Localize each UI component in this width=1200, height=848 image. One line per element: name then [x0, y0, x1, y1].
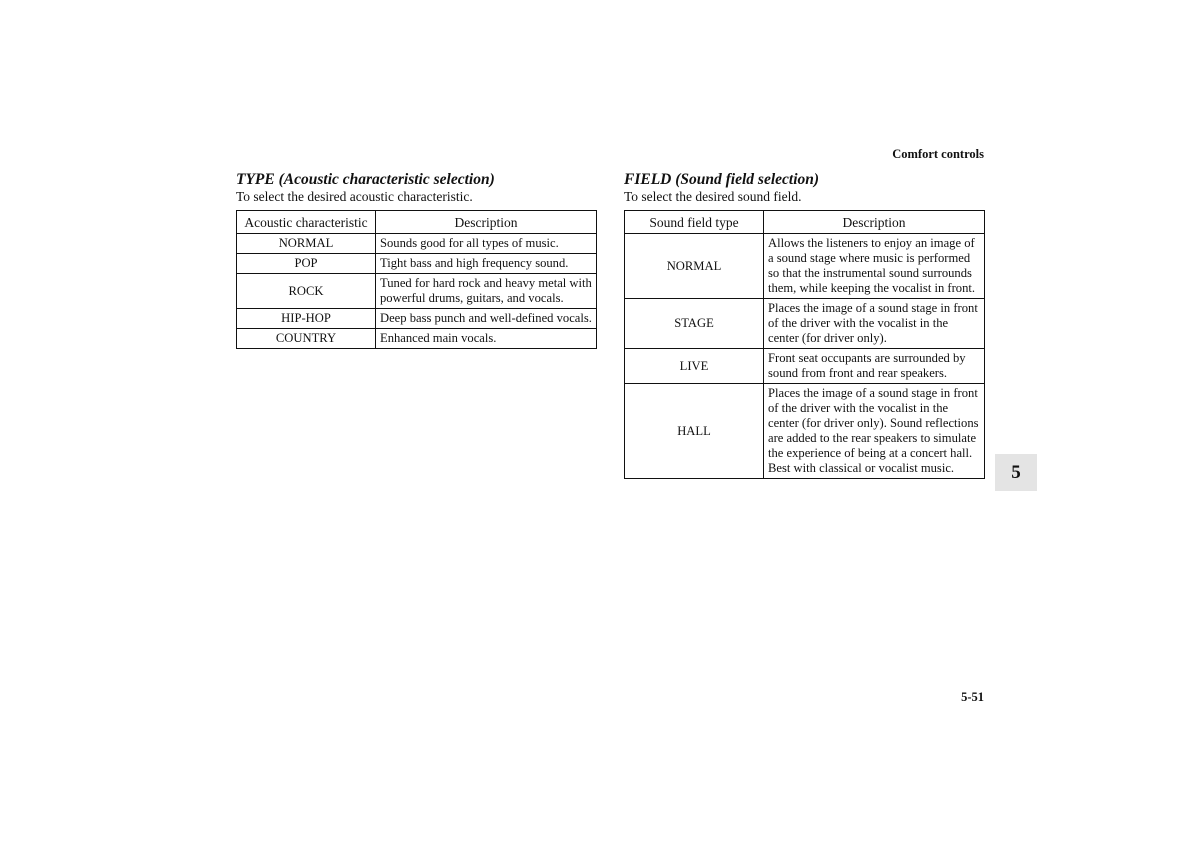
table-header-row — [237, 211, 597, 234]
table-row — [625, 384, 985, 479]
running-header: Comfort controls — [892, 147, 984, 161]
type-section-title: TYPE (Acoustic characteristic selection) — [236, 171, 495, 188]
sound-field-table — [624, 210, 985, 479]
type-section-intro: To select the desired acoustic characteristic. — [236, 189, 473, 204]
description-cell: Places the image of a sound stage in front of the driver with the vocalist in the center (for driver only). — [764, 299, 985, 349]
table-row — [237, 329, 597, 349]
field-section-title: FIELD (Sound field selection) — [624, 171, 820, 188]
chapter-number: 5 — [1011, 461, 1021, 483]
table-row — [625, 349, 985, 384]
acoustic-characteristic-table — [236, 210, 597, 349]
type-cell: POP — [237, 254, 376, 274]
table-row — [237, 309, 597, 329]
table-row — [237, 274, 597, 309]
description-cell: Allows the listeners to enjoy an image of a sound stage where music is performed so that the instrumental sound surrounds them, while keeping the vocalist in front. — [764, 234, 985, 299]
type-cell: ROCK — [237, 274, 376, 309]
description-cell: Enhanced main vocals. — [376, 329, 597, 349]
type-cell: HALL — [625, 384, 764, 479]
table-row — [237, 234, 597, 254]
type-section — [236, 171, 597, 349]
type-cell: NORMAL — [625, 234, 764, 299]
column-header: Acoustic characteristic — [237, 211, 376, 234]
column-header: Sound field type — [625, 211, 764, 234]
type-cell: LIVE — [625, 349, 764, 384]
table-row — [625, 299, 985, 349]
type-cell: NORMAL — [237, 234, 376, 254]
description-cell: Deep bass punch and well-defined vocals. — [376, 309, 597, 329]
description-cell: Places the image of a sound stage in front of the driver with the vocalist in the center (for driver only). Sound reflections are added to the rear speakers to simulate the experience of being at a concert hall. Best with classical or vocalist music. — [764, 384, 985, 479]
column-header: Description — [376, 211, 597, 234]
description-cell: Tuned for hard rock and heavy metal with powerful drums, guitars, and vocals. — [376, 274, 597, 309]
type-cell: HIP-HOP — [237, 309, 376, 329]
table-header-row — [625, 211, 985, 234]
type-cell: COUNTRY — [237, 329, 376, 349]
field-section — [624, 171, 985, 479]
description-cell: Tight bass and high frequency sound. — [376, 254, 597, 274]
chapter-tab — [995, 454, 1037, 491]
type-cell: STAGE — [625, 299, 764, 349]
table-row — [625, 234, 985, 299]
field-section-intro: To select the desired sound field. — [624, 189, 802, 204]
page-number: 5-51 — [961, 690, 984, 704]
table-row — [237, 254, 597, 274]
column-header: Description — [764, 211, 985, 234]
description-cell: Front seat occupants are surrounded by sound from front and rear speakers. — [764, 349, 985, 384]
description-cell: Sounds good for all types of music. — [376, 234, 597, 254]
